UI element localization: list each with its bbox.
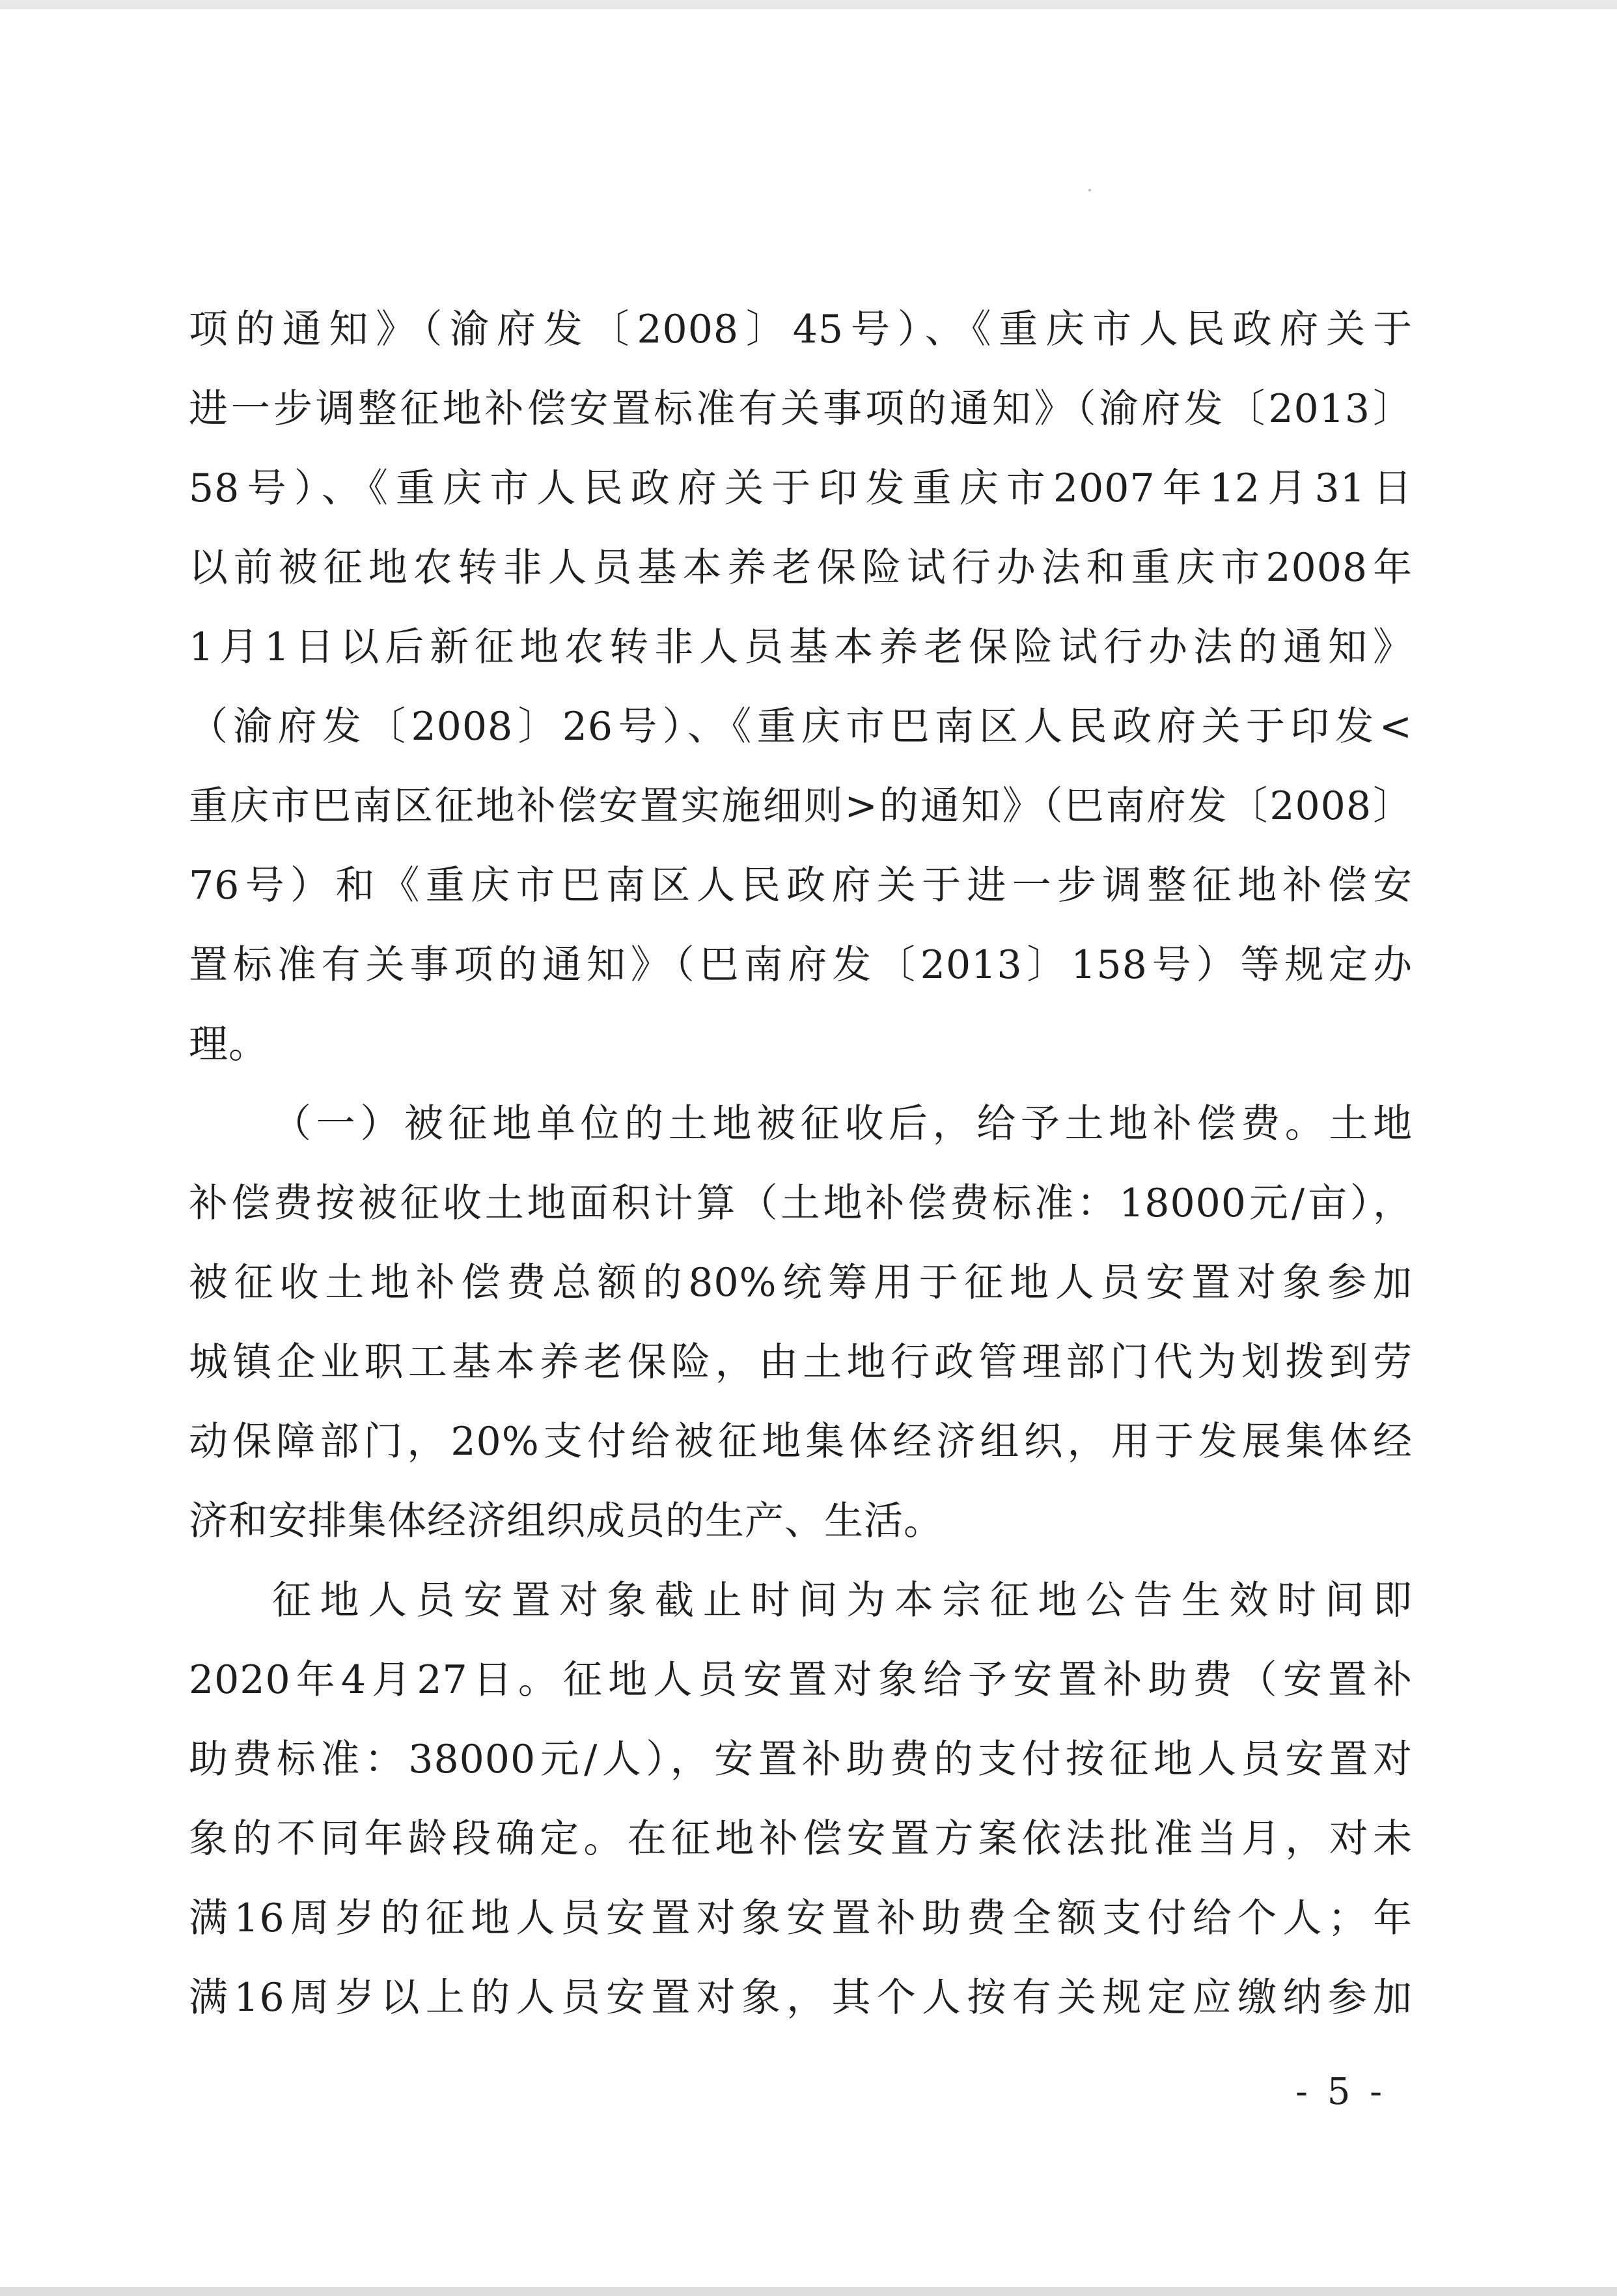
- scan-edge-top: [0, 0, 1617, 9]
- text-line: 理。: [189, 1022, 268, 1067]
- text-line: 重庆市巴南区征地补偿安置实施细则>的通知》（巴南府发〔2008〕: [189, 783, 1413, 829]
- text-line: （一）被征地单位的土地被征收后，给予土地补偿费。土地: [272, 1101, 1413, 1147]
- text-line: 象的不同年龄段确定。在征地补偿安置方案依法批准当月，对未: [189, 1816, 1413, 1862]
- text-line: 满16周岁的征地人员安置对象安置补助费全额支付给个人；年: [189, 1896, 1413, 1941]
- page-number: - 5 -: [1295, 2071, 1387, 2113]
- text-line: 征地人员安置对象截止时间为本宗征地公告生效时间即: [272, 1578, 1413, 1623]
- scan-speck: [1088, 189, 1091, 191]
- text-line: 助费标准：38000元/人），安置补助费的支付按征地人员安置对: [189, 1737, 1413, 1782]
- text-line: 项的通知》（渝府发〔2008〕45号）、《重庆市人民政府关于: [189, 307, 1413, 352]
- text-line: 补偿费按被征收土地面积计算（土地补偿费标准：18000元/亩），: [189, 1181, 1413, 1226]
- text-line: 以前被征地农转非人员基本养老保险试行办法和重庆市2008年: [189, 545, 1413, 591]
- text-line: 动保障部门，20%支付给被征地集体经济组织，用于发展集体经: [189, 1419, 1413, 1464]
- text-line: 被征收土地补偿费总额的80%统筹用于征地人员安置对象参加: [189, 1260, 1413, 1306]
- text-line: 进一步调整征地补偿安置标准有关事项的通知》（渝府发〔2013〕: [189, 386, 1413, 432]
- text-line: 城镇企业职工基本养老保险，由土地行政管理部门代为划拨到劳: [189, 1339, 1413, 1385]
- scan-edge-bottom: [0, 2287, 1617, 2296]
- body-text: [189, 290, 1413, 2037]
- text-line: 58号）、《重庆市人民政府关于印发重庆市2007年12月31日: [189, 466, 1413, 511]
- text-line: 济和安排集体经济组织成员的生产、生活。: [189, 1498, 943, 1544]
- text-line: 76号）和《重庆市巴南区人民政府关于进一步调整征地补偿安: [189, 863, 1413, 908]
- text-line: 1月1日以后新征地农转非人员基本养老保险试行办法的通知》: [189, 624, 1413, 670]
- text-line: 2020年4月27日。征地人员安置对象给予安置补助费（安置补: [189, 1657, 1413, 1703]
- text-line: （渝府发〔2008〕26号）、《重庆市巴南区人民政府关于印发<: [189, 704, 1413, 749]
- text-line: 满16周岁以上的人员安置对象，其个人按有关规定应缴纳参加: [189, 1975, 1413, 2021]
- text-line: 置标准有关事项的通知》（巴南府发〔2013〕158号）等规定办: [189, 942, 1413, 988]
